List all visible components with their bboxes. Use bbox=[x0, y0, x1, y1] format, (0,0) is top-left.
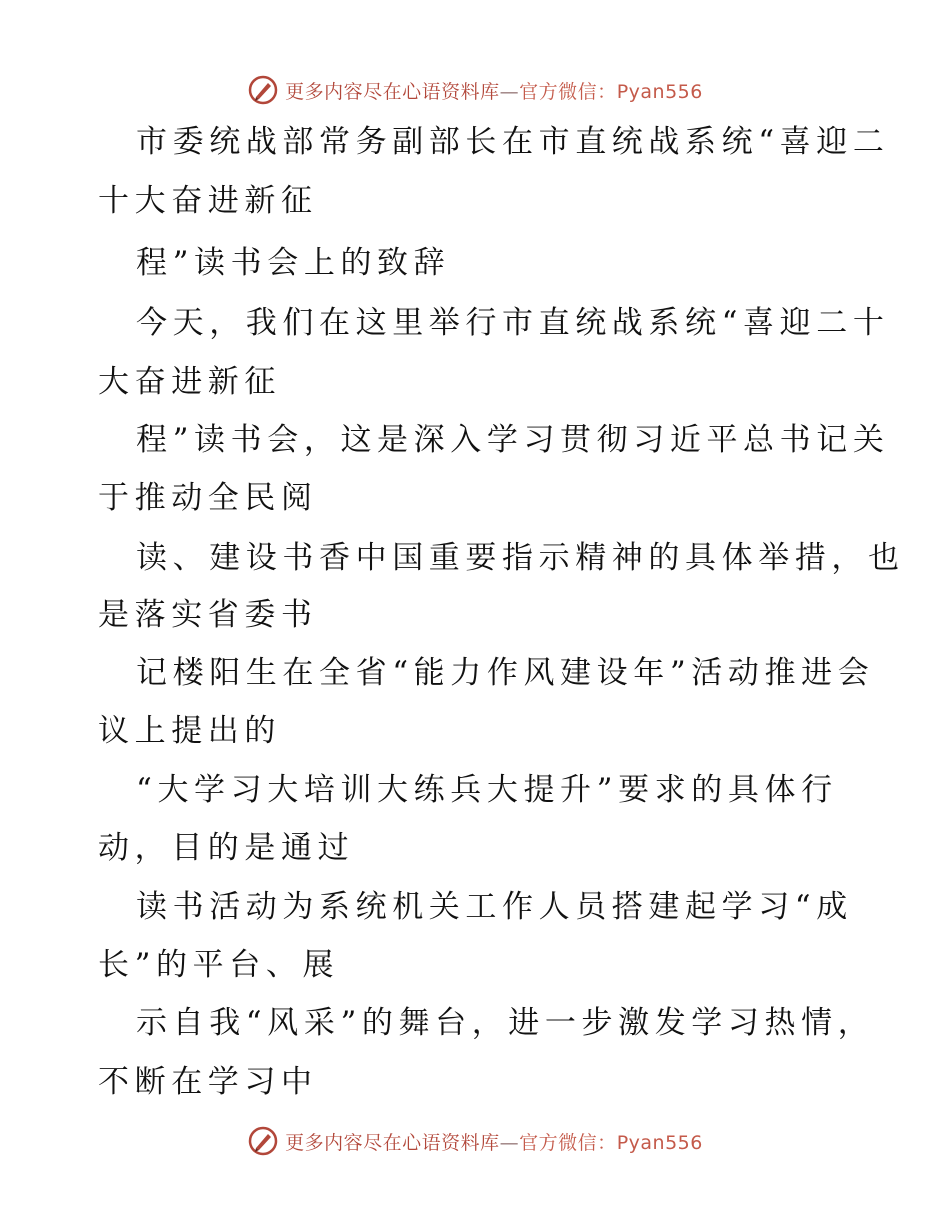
text-line-3: 程”读书会上的致辞 bbox=[136, 245, 451, 281]
text-line-8: 读、建设书香中国重要指示精神的具体举措，也 bbox=[136, 540, 905, 576]
footer-separator: — bbox=[499, 1131, 520, 1154]
pen-logo-icon bbox=[247, 74, 279, 106]
text-line-4: 今天，我们在这里举行市直统战系统“喜迎二十 bbox=[136, 305, 890, 341]
header-wechat-id: Pyan556 bbox=[616, 80, 703, 103]
text-line-7: 于推动全民阅 bbox=[98, 480, 318, 516]
footer-banner-text bbox=[285, 1128, 703, 1155]
text-line-9: 是落实省委书 bbox=[98, 597, 318, 633]
footer-watermark-banner bbox=[0, 1121, 950, 1161]
header-watermark-banner bbox=[0, 70, 950, 110]
text-line-1: 市委统战部常务副部长在市直统战系统“喜迎二 bbox=[136, 124, 890, 160]
text-line-15: 长”的平台、展 bbox=[98, 947, 340, 983]
text-line-12: “大学习大培训大练兵大提升”要求的具体行 bbox=[136, 772, 838, 808]
footer-library-text: 更多内容尽在心语资料库 bbox=[285, 1131, 500, 1154]
text-line-14: 读书活动为系统机关工作人员搭建起学习“成 bbox=[136, 889, 853, 925]
header-banner-text bbox=[285, 77, 703, 104]
footer-wechat-id: Pyan556 bbox=[616, 1131, 703, 1154]
text-line-2: 十大奋进新征 bbox=[98, 183, 318, 219]
header-wechat-label: 官方微信： bbox=[519, 80, 617, 103]
text-line-16: 示自我“风采”的舞台，进一步激发学习热情， bbox=[136, 1005, 875, 1041]
text-line-5: 大奋进新征 bbox=[98, 364, 281, 400]
text-line-11: 议上提出的 bbox=[98, 713, 281, 749]
text-line-13: 动，目的是通过 bbox=[98, 830, 355, 866]
header-separator: — bbox=[499, 80, 520, 103]
pen-logo-icon bbox=[247, 1125, 279, 1157]
footer-wechat-label: 官方微信： bbox=[519, 1131, 617, 1154]
text-line-6: 程”读书会，这是深入学习贯彻习近平总书记关 bbox=[136, 422, 890, 458]
header-library-text: 更多内容尽在心语资料库 bbox=[285, 80, 500, 103]
text-line-10: 记楼阳生在全省“能力作风建设年”活动推进会 bbox=[136, 655, 875, 691]
text-line-17: 不断在学习中 bbox=[98, 1064, 318, 1100]
